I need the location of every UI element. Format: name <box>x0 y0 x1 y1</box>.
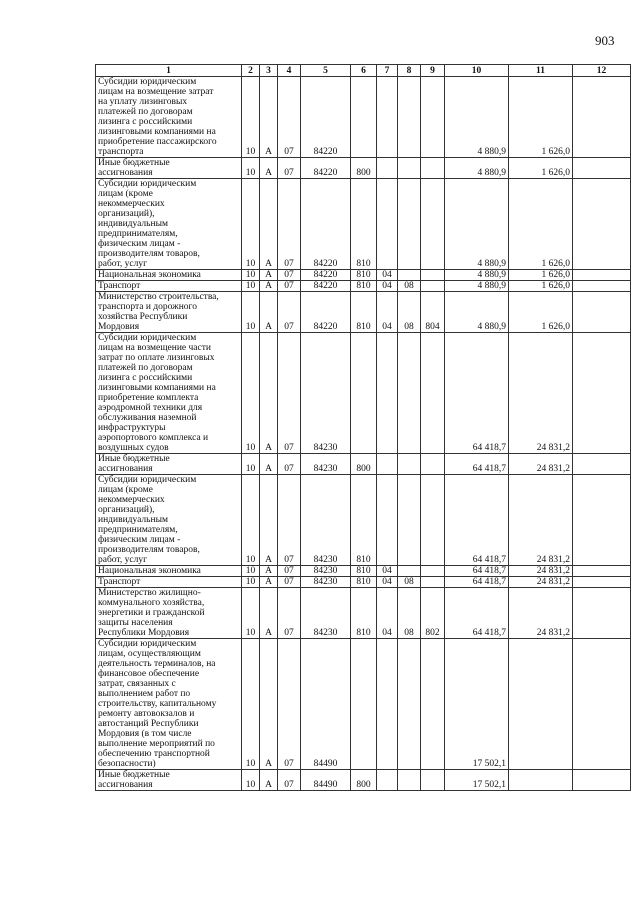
column-header: 2 <box>242 65 260 77</box>
table-cell: 08 <box>398 281 421 292</box>
table-cell: 64 418,7 <box>445 475 509 566</box>
table-cell: 84230 <box>301 566 351 577</box>
description-line: финансовое обеспечение <box>98 669 200 679</box>
table-row <box>96 588 631 639</box>
column-header: 1 <box>96 65 242 77</box>
table-cell: 1 626,0 <box>509 270 573 281</box>
table-cell <box>421 281 445 292</box>
table-cell <box>509 770 573 791</box>
table-cell <box>398 77 421 158</box>
table-row <box>96 333 631 454</box>
description-line: лизинговыми компаниями на <box>98 383 216 393</box>
table-cell <box>351 639 377 770</box>
description-line: Субсидии юридическим <box>98 639 197 649</box>
table-cell: 810 <box>351 270 377 281</box>
description-line: лицам (кроме <box>98 485 153 495</box>
table-cell: 1 626,0 <box>509 179 573 270</box>
table-cell: 07 <box>278 577 301 588</box>
table-cell <box>351 333 377 454</box>
table-cell: 04 <box>377 566 398 577</box>
table-cell <box>573 577 631 588</box>
table-cell: А <box>260 577 278 588</box>
table-cell <box>573 270 631 281</box>
table-cell <box>421 475 445 566</box>
table-cell: 08 <box>398 577 421 588</box>
table-cell: 84220 <box>301 292 351 333</box>
table-cell <box>421 566 445 577</box>
table-cell <box>377 158 398 179</box>
column-header: 4 <box>278 65 301 77</box>
description-line: лизинга с российскими <box>98 117 193 127</box>
table-cell: 07 <box>278 77 301 158</box>
header-row <box>96 65 631 77</box>
table-row <box>96 77 631 158</box>
table-cell: 24 831,2 <box>509 588 573 639</box>
table-cell: 07 <box>278 454 301 475</box>
description-line: ассигнования <box>98 780 153 790</box>
description-line: ремонту автовокзалов и <box>98 709 195 719</box>
description-line: индивидуальным <box>98 219 168 229</box>
table-cell: А <box>260 639 278 770</box>
table-cell <box>398 770 421 791</box>
table-cell: 10 <box>242 577 260 588</box>
description-line: Республики Мордовия <box>98 628 190 638</box>
table-cell <box>573 179 631 270</box>
table-cell <box>421 333 445 454</box>
row-description <box>96 179 242 270</box>
description-line: лицам на возмещение затрат <box>98 87 214 97</box>
table-cell: 10 <box>242 179 260 270</box>
table-cell <box>398 639 421 770</box>
table-cell: 810 <box>351 281 377 292</box>
description-line: работ, услуг <box>98 259 147 269</box>
column-header: 9 <box>421 65 445 77</box>
description-line: аэропортового комплекса и <box>98 433 209 443</box>
table-cell <box>573 454 631 475</box>
table-cell: 1 626,0 <box>509 292 573 333</box>
table-cell: 810 <box>351 566 377 577</box>
table-cell: 4 880,9 <box>445 158 509 179</box>
description-line: транспорта и дорожного <box>98 302 197 312</box>
row-description <box>96 270 242 281</box>
column-header: 6 <box>351 65 377 77</box>
table-cell: 04 <box>377 281 398 292</box>
row-description <box>96 577 242 588</box>
table-cell: 810 <box>351 292 377 333</box>
description-line: организаций), <box>98 505 155 515</box>
table-row <box>96 639 631 770</box>
table-cell: 810 <box>351 475 377 566</box>
table-cell: 24 831,2 <box>509 333 573 454</box>
row-description <box>96 639 242 770</box>
table-cell: А <box>260 179 278 270</box>
table-body <box>96 77 631 791</box>
description-line: энергетики и гражданской <box>98 608 205 618</box>
table-cell: 4 880,9 <box>445 292 509 333</box>
table-cell: 10 <box>242 270 260 281</box>
table-cell <box>421 179 445 270</box>
row-description <box>96 566 242 577</box>
row-description <box>96 281 242 292</box>
table-cell <box>398 179 421 270</box>
description-line: затрат по оплате лизинговых <box>98 353 215 363</box>
description-line: деятельность терминалов, на <box>98 659 216 669</box>
description-line: работ, услуг <box>98 555 147 565</box>
row-description <box>96 475 242 566</box>
table-cell: 04 <box>377 292 398 333</box>
description-line: лизинга с российскими <box>98 373 193 383</box>
table-cell: 84230 <box>301 333 351 454</box>
table-row <box>96 281 631 292</box>
table-cell <box>377 77 398 158</box>
column-header: 7 <box>377 65 398 77</box>
table-cell: А <box>260 566 278 577</box>
column-header: 3 <box>260 65 278 77</box>
table-cell: 84230 <box>301 454 351 475</box>
description-line: воздушных судов <box>98 443 169 453</box>
table-row <box>96 577 631 588</box>
table-cell <box>573 292 631 333</box>
table-cell: 04 <box>377 588 398 639</box>
description-line: Министерство строительства, <box>98 292 219 302</box>
description-line: производителям товаров, <box>98 545 200 555</box>
table-cell: 84230 <box>301 577 351 588</box>
table-cell <box>421 577 445 588</box>
table-cell: 800 <box>351 158 377 179</box>
table-cell <box>421 270 445 281</box>
description-line: Субсидии юридическим <box>98 475 197 485</box>
description-line: приобретение комплекта <box>98 393 199 403</box>
table-cell: 04 <box>377 577 398 588</box>
description-line: выполнение мероприятий по <box>98 739 215 749</box>
description-line: транспорта <box>98 147 144 157</box>
table-row <box>96 475 631 566</box>
description-line: предпринимателям, <box>98 525 178 535</box>
description-line: индивидуальным <box>98 515 168 525</box>
table-cell <box>377 639 398 770</box>
table-cell: 84220 <box>301 270 351 281</box>
table-row <box>96 454 631 475</box>
row-description <box>96 158 242 179</box>
description-line: выполнением работ по <box>98 689 191 699</box>
table-row <box>96 270 631 281</box>
table-cell: А <box>260 454 278 475</box>
table-cell: 84230 <box>301 588 351 639</box>
table-cell: 4 880,9 <box>445 77 509 158</box>
description-line: коммунального хозяйства, <box>98 598 205 608</box>
table-cell <box>509 639 573 770</box>
table-cell: 84230 <box>301 475 351 566</box>
table-row <box>96 158 631 179</box>
description-line: хозяйства Республики <box>98 312 188 322</box>
table-cell <box>351 77 377 158</box>
table-cell: 810 <box>351 179 377 270</box>
table-cell <box>573 333 631 454</box>
table-cell <box>421 639 445 770</box>
table-cell: 10 <box>242 566 260 577</box>
table-row <box>96 292 631 333</box>
table-cell: 10 <box>242 77 260 158</box>
table-cell: 24 831,2 <box>509 566 573 577</box>
description-line: аэродромной техники для <box>98 403 203 413</box>
description-line: Субсидии юридическим <box>98 333 197 343</box>
table-cell: 07 <box>278 270 301 281</box>
table-cell: 10 <box>242 281 260 292</box>
table-cell: 07 <box>278 158 301 179</box>
table-cell <box>377 333 398 454</box>
description-line: приобретение пассажирского <box>98 137 217 147</box>
description-line: некоммерческих <box>98 199 165 209</box>
description-line: автостанций Республики <box>98 719 199 729</box>
table-row <box>96 179 631 270</box>
table-cell <box>377 770 398 791</box>
table-cell: 07 <box>278 639 301 770</box>
table-cell: 810 <box>351 588 377 639</box>
table-cell: А <box>260 270 278 281</box>
description-line: физическим лицам - <box>98 535 181 545</box>
description-line: лицам на возмещение части <box>98 343 211 353</box>
table-cell <box>421 158 445 179</box>
table-cell: 07 <box>278 588 301 639</box>
table-cell <box>573 588 631 639</box>
row-description <box>96 333 242 454</box>
description-line: Национальная экономика <box>98 270 201 280</box>
table-cell: 64 418,7 <box>445 333 509 454</box>
description-line: Мордовия (в том числе <box>98 729 192 739</box>
description-line: Транспорт <box>98 577 141 587</box>
table-cell <box>573 475 631 566</box>
table-cell: 84490 <box>301 770 351 791</box>
table-cell: 08 <box>398 292 421 333</box>
table-cell <box>421 454 445 475</box>
table-cell: 10 <box>242 475 260 566</box>
description-line: платежей по договорам <box>98 363 193 373</box>
table-cell: 1 626,0 <box>509 281 573 292</box>
table-cell: 800 <box>351 454 377 475</box>
table-cell: 64 418,7 <box>445 566 509 577</box>
table-cell <box>573 566 631 577</box>
description-line: защиты населения <box>98 618 173 628</box>
table-cell: 24 831,2 <box>509 577 573 588</box>
table-cell: 64 418,7 <box>445 454 509 475</box>
description-line: предпринимателям, <box>98 229 178 239</box>
table-cell: 84220 <box>301 179 351 270</box>
table-cell: 1 626,0 <box>509 77 573 158</box>
description-line: Субсидии юридическим <box>98 77 197 87</box>
table-cell: 07 <box>278 475 301 566</box>
description-line: Национальная экономика <box>98 566 201 576</box>
table-cell: А <box>260 588 278 639</box>
table-cell: А <box>260 770 278 791</box>
table-cell <box>573 770 631 791</box>
description-line: Иные бюджетные <box>98 454 170 464</box>
table-cell: А <box>260 475 278 566</box>
table-cell: 10 <box>242 770 260 791</box>
table-cell <box>398 454 421 475</box>
table-cell: 10 <box>242 292 260 333</box>
description-line: лицам, осуществляющим <box>98 649 201 659</box>
description-line: Иные бюджетные <box>98 158 170 168</box>
description-line: ассигнования <box>98 464 153 474</box>
table-cell: 802 <box>421 588 445 639</box>
table-cell <box>398 475 421 566</box>
description-line: Транспорт <box>98 281 141 291</box>
column-header: 10 <box>445 65 509 77</box>
column-header: 11 <box>509 65 573 77</box>
table-cell: 08 <box>398 588 421 639</box>
description-line: Субсидии юридическим <box>98 179 197 189</box>
table-cell: А <box>260 158 278 179</box>
table-cell: 07 <box>278 333 301 454</box>
description-line: обслуживания наземной <box>98 413 197 423</box>
description-line: строительству, капитальному <box>98 699 217 709</box>
table-cell: 800 <box>351 770 377 791</box>
table-cell: 24 831,2 <box>509 454 573 475</box>
table-cell <box>421 770 445 791</box>
column-header: 8 <box>398 65 421 77</box>
table-cell: 10 <box>242 454 260 475</box>
table-cell <box>573 281 631 292</box>
description-line: физическим лицам - <box>98 239 181 249</box>
table-cell: 4 880,9 <box>445 179 509 270</box>
table-cell: 84490 <box>301 639 351 770</box>
table-cell: 10 <box>242 333 260 454</box>
row-description <box>96 588 242 639</box>
description-line: лизинговыми компаниями на <box>98 127 216 137</box>
description-line: ассигнования <box>98 168 153 178</box>
table-cell: 64 418,7 <box>445 588 509 639</box>
description-line: Иные бюджетные <box>98 770 170 780</box>
description-line: производителям товаров, <box>98 249 200 259</box>
table-cell: А <box>260 77 278 158</box>
table-cell: А <box>260 281 278 292</box>
budget-table <box>95 64 631 791</box>
table-cell <box>573 77 631 158</box>
table-cell: 84220 <box>301 77 351 158</box>
table-cell: 10 <box>242 639 260 770</box>
table-cell: 1 626,0 <box>509 158 573 179</box>
table-cell <box>573 158 631 179</box>
table-cell <box>421 77 445 158</box>
table-cell <box>398 566 421 577</box>
description-line: Министерство жилищно- <box>98 588 201 598</box>
table-row <box>96 770 631 791</box>
table-cell <box>398 270 421 281</box>
description-line: затрат, связанных с <box>98 679 176 689</box>
table-cell <box>398 158 421 179</box>
table-cell: 4 880,9 <box>445 281 509 292</box>
table-cell: 64 418,7 <box>445 577 509 588</box>
table-cell: 07 <box>278 566 301 577</box>
row-description <box>96 454 242 475</box>
description-line: на уплату лизинговых <box>98 97 188 107</box>
table-cell: 810 <box>351 577 377 588</box>
description-line: Мордовия <box>98 322 140 332</box>
column-header: 12 <box>573 65 631 77</box>
table-cell: 17 502,1 <box>445 770 509 791</box>
row-description <box>96 292 242 333</box>
row-description <box>96 770 242 791</box>
table-cell: А <box>260 292 278 333</box>
table-cell: 07 <box>278 770 301 791</box>
description-line: платежей по договорам <box>98 107 193 117</box>
table-cell: 84220 <box>301 281 351 292</box>
table-cell: 10 <box>242 158 260 179</box>
table-cell <box>377 475 398 566</box>
table-cell: 84220 <box>301 158 351 179</box>
table-cell <box>377 454 398 475</box>
description-line: некоммерческих <box>98 495 165 505</box>
table-cell: 4 880,9 <box>445 270 509 281</box>
table-cell <box>573 639 631 770</box>
description-line: обеспечению транспортной <box>98 749 210 759</box>
description-line: безопасности) <box>98 759 156 769</box>
table-cell: 10 <box>242 588 260 639</box>
table-cell: 04 <box>377 270 398 281</box>
table-row <box>96 566 631 577</box>
row-description <box>96 77 242 158</box>
table-cell: 07 <box>278 179 301 270</box>
table-cell <box>377 179 398 270</box>
table-cell: А <box>260 333 278 454</box>
description-line: инфраструктуры <box>98 423 166 433</box>
column-header: 5 <box>301 65 351 77</box>
table-cell: 804 <box>421 292 445 333</box>
page-number: 903 <box>595 33 615 48</box>
table-cell: 07 <box>278 292 301 333</box>
table-cell: 24 831,2 <box>509 475 573 566</box>
table-cell: 17 502,1 <box>445 639 509 770</box>
table-cell <box>398 333 421 454</box>
table-cell: 07 <box>278 281 301 292</box>
description-line: лицам (кроме <box>98 189 153 199</box>
description-line: организаций), <box>98 209 155 219</box>
